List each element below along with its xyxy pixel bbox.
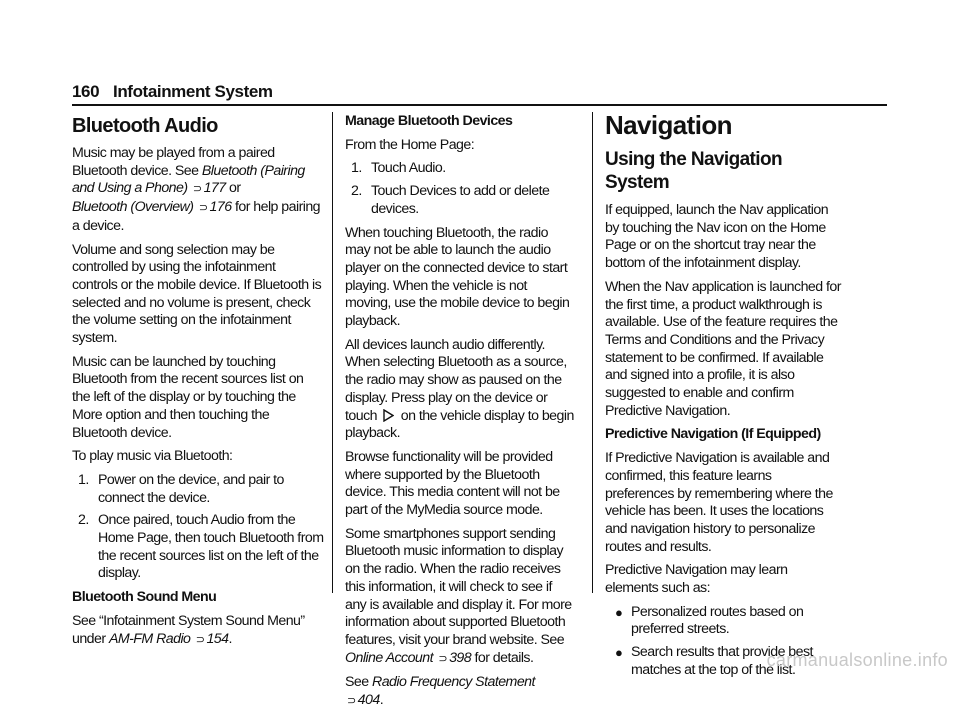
bullet-text: Search results that provide best matches at the top of the list.	[631, 644, 813, 678]
page-header	[72, 82, 884, 106]
sound-menu-heading: Bluetooth Sound Menu	[72, 589, 217, 606]
list-item	[345, 183, 575, 218]
list-item	[345, 160, 575, 178]
watermark: carmanualsonline.info	[766, 650, 948, 670]
am-fm-radio-link[interactable]: AM-FM Radio	[108, 630, 191, 647]
step-number: 1.	[78, 471, 89, 488]
paragraph	[345, 674, 575, 710]
navigation-subtitle: Using the Navigation System	[605, 149, 782, 193]
manage-devices-heading: Manage Bluetooth Devices	[345, 113, 513, 129]
text: for details.	[471, 649, 534, 666]
column-navigation	[605, 108, 841, 686]
header-rule	[72, 104, 887, 106]
play-icon	[383, 409, 394, 422]
text: All devices launch audio differently. When selecting Bluetooth as a source, the radio may show as paused on the display. Press play on the device or touch	[345, 336, 567, 424]
page-ref[interactable]: 176	[209, 199, 232, 216]
paragraph: Volume and song selection may be controlled by using the infotainment controls or the mobile device. If Bluetooth is selected and no volume is present, check the volume setting on the infotainment system.	[72, 241, 322, 347]
column-manage-devices	[345, 108, 575, 717]
column-divider-2	[592, 112, 593, 593]
page-ref[interactable]: 404	[357, 692, 380, 709]
navigation-title: Navigation	[605, 110, 732, 140]
column-bluetooth-audio	[72, 108, 324, 655]
text: for help pairing a device.	[72, 199, 321, 234]
paragraph: When the Nav application is launched for the first time, a product walkthrough is available. Use of the feature requires the Terms and Conditions and the Privacy statement to be confirmed. If available and signed into a profile, it is also suggested to enable and confirm Predictive Navigation.	[605, 278, 841, 419]
step-text: Power on the device, and pair to connect the device.	[98, 471, 284, 506]
page-reference-arrow-icon: ⊃	[438, 652, 448, 665]
radio-frequency-statement-link[interactable]: Radio Frequency Statement	[372, 674, 535, 691]
paragraph: Music can be launched by touching Bluetooth from the recent sources list on the left of the display or by touching the More option and then touching the Bluetooth device.	[72, 353, 304, 441]
bluetooth-pairing-link[interactable]: Bluetooth (Pairing and Using a Phone)	[72, 162, 305, 197]
paragraph: When touching Bluetooth, the radio may not be able to launch the audio player on the connected device to start playing. When the vehicle is not moving, use the mobile device to begin playback.	[345, 224, 570, 330]
section-title: Infotainment System	[113, 82, 273, 101]
text: Some smartphones support sending Bluetooth music information to display on the radio. When the radio receives this information, it will check to see if any is available and display it. For more information about supported Bluetooth features, visit your brand website. See	[345, 525, 572, 648]
step-text: Once paired, touch Audio from the Home Page, then touch Bluetooth from the recent sources list on the left of the display.	[98, 512, 324, 582]
list-item	[72, 512, 324, 583]
page-reference-arrow-icon: ⊃	[195, 633, 205, 646]
bluetooth-overview-link[interactable]: Bluetooth (Overview)	[72, 199, 194, 216]
paragraph	[345, 526, 575, 669]
page-reference-arrow-icon: ⊃	[192, 183, 202, 196]
bullet-icon: ●	[615, 645, 623, 661]
page-ref[interactable]: 177	[203, 180, 226, 197]
bullet-icon: ●	[615, 604, 623, 620]
bluetooth-audio-heading: Bluetooth Audio	[72, 115, 218, 137]
page-ref[interactable]: 154	[206, 630, 229, 647]
step-number: 2.	[351, 183, 362, 200]
page-reference-arrow-icon: ⊃	[198, 202, 208, 215]
text: on the vehicle display to begin playback.	[345, 407, 574, 442]
paragraph	[72, 613, 324, 649]
step-number: 2.	[78, 512, 89, 529]
list-item	[605, 604, 841, 639]
list-item	[72, 472, 324, 507]
paragraph: From the Home Page:	[345, 136, 475, 153]
steps-list	[72, 472, 324, 583]
predictive-navigation-heading: Predictive Navigation (If Equipped)	[605, 426, 821, 443]
paragraph: To play music via Bluetooth:	[72, 448, 233, 465]
text: or	[225, 180, 241, 197]
paragraph: If Predictive Navigation is available and confirmed, this feature learns preferences by remembering where the vehicle has been. It uses the locations and navigation history to personalize routes and results.	[605, 450, 833, 555]
page-reference-arrow-icon: ⊃	[347, 695, 356, 708]
text: See	[345, 674, 372, 691]
steps-list	[345, 160, 575, 218]
text: .	[228, 630, 232, 647]
text: .	[379, 692, 384, 709]
paragraph	[345, 337, 575, 443]
bullet-text: Personalized routes based on preferred streets.	[631, 603, 804, 638]
step-number: 1.	[351, 160, 362, 177]
text: Music may be played from a paired Bluetooth device. See	[72, 145, 275, 179]
paragraph	[72, 145, 324, 236]
paragraph: Predictive Navigation may learn elements such as:	[605, 562, 788, 597]
step-text: Touch Audio.	[371, 160, 446, 177]
page-number: 160	[72, 82, 100, 101]
online-account-link[interactable]: Online Account	[345, 649, 433, 666]
step-text: Touch Devices to add or delete devices.	[371, 183, 550, 217]
paragraph: Browse functionality will be provided where supported by the Bluetooth device. This media content will not be part of the MyMedia source mode.	[345, 448, 560, 519]
text: See “Infotainment System Sound Menu” under	[72, 612, 305, 647]
page-ref[interactable]: 398	[449, 649, 472, 666]
paragraph: If equipped, launch the Nav application by touching the Nav icon on the Home Page or on the shortcut tray near the bottom of the infotainment display.	[605, 202, 829, 272]
column-divider-1	[332, 112, 333, 593]
